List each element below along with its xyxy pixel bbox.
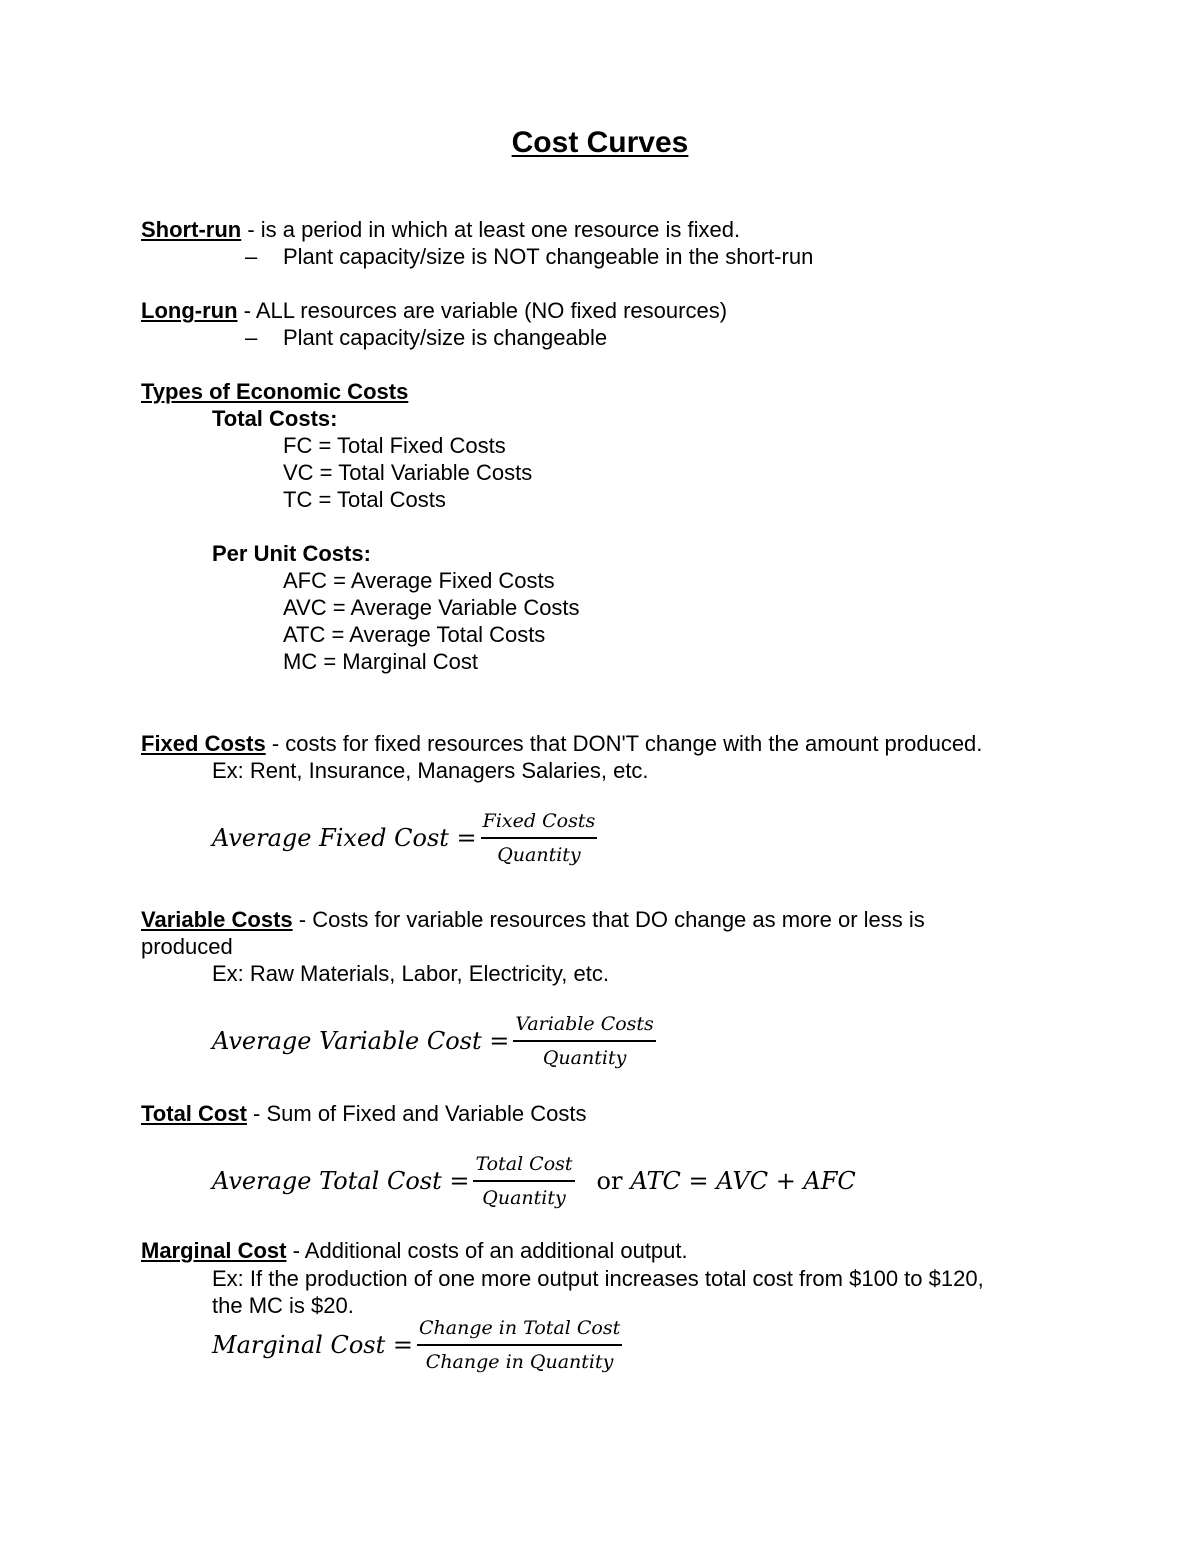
marginal-cost-example: Ex: If the production of one more output increases total cost from $100 to $120, [212, 1266, 984, 1291]
fixed-costs-text: - costs for fixed resources that DON'T change with the amount produced. [265, 731, 983, 756]
short-run-bullet-text: Plant capacity/size is NOT changeable in the short-run [283, 244, 814, 269]
formula-fraction [481, 809, 598, 867]
formula-fraction [473, 1152, 574, 1210]
per-unit-costs-heading: Per Unit Costs: [212, 541, 371, 566]
long-run-bullet-text: Plant capacity/size is changeable [283, 325, 608, 350]
types-heading: Types of Economic Costs [141, 379, 409, 404]
formula-fraction [417, 1316, 622, 1374]
formula-numerator: Variable Costs [513, 1012, 655, 1042]
average-variable-cost-formula [212, 1012, 656, 1070]
formula-denominator: Change in Quantity [425, 1351, 614, 1373]
formula-fraction [513, 1012, 655, 1070]
variable-costs-text: - Costs for variable resources that DO change as more or less is [292, 907, 925, 932]
short-run-bullet [245, 243, 813, 270]
marginal-cost-example-cont: the MC is $20. [212, 1293, 354, 1318]
marginal-cost-definition [141, 1237, 688, 1264]
long-run-definition [141, 297, 727, 324]
long-run-text: - ALL resources are variable (NO fixed resources) [237, 298, 728, 323]
total-costs-heading: Total Costs: [212, 406, 338, 431]
dash-bullet: – [245, 325, 258, 350]
formula-lhs: Average Variable Cost = [212, 1027, 510, 1055]
fixed-costs-definition [141, 730, 982, 757]
per-unit-costs-item: MC = Marginal Cost [283, 649, 479, 674]
fixed-costs-term: Fixed Costs [141, 731, 266, 756]
average-fixed-cost-formula [212, 809, 597, 867]
formula-lhs: Average Fixed Cost = [212, 824, 477, 852]
total-cost-text: - Sum of Fixed and Variable Costs [246, 1101, 587, 1126]
short-run-definition [141, 216, 740, 243]
formula-lhs: Marginal Cost = [212, 1331, 413, 1359]
short-run-term: Short-run [141, 217, 242, 242]
variable-costs-example: Ex: Raw Materials, Labor, Electricity, etc. [212, 961, 609, 986]
per-unit-costs-item: ATC = Average Total Costs [283, 622, 546, 647]
total-costs-item: VC = Total Variable Costs [283, 460, 533, 485]
average-total-cost-formula [212, 1152, 856, 1210]
dash-bullet: – [245, 244, 258, 269]
marginal-cost-text: - Additional costs of an additional output. [286, 1238, 688, 1263]
variable-costs-definition [141, 906, 925, 933]
formula-alternate: ATC = AVC + AFC [630, 1167, 856, 1195]
total-costs-item: TC = Total Costs [283, 487, 446, 512]
long-run-term: Long-run [141, 298, 238, 323]
formula-numerator: Change in Total Cost [417, 1316, 622, 1346]
formula-connector: or [596, 1167, 623, 1195]
fixed-costs-example: Ex: Rent, Insurance, Managers Salaries, etc. [212, 758, 649, 783]
total-cost-term: Total Cost [141, 1101, 247, 1126]
marginal-cost-term: Marginal Cost [141, 1238, 287, 1263]
formula-denominator: Quantity [542, 1047, 627, 1069]
per-unit-costs-item: AFC = Average Fixed Costs [283, 568, 555, 593]
variable-costs-definition-cont: produced [141, 934, 233, 959]
total-costs-item: FC = Total Fixed Costs [283, 433, 506, 458]
marginal-cost-formula [212, 1316, 622, 1374]
page-title: Cost Curves [511, 126, 689, 159]
formula-denominator: Quantity [482, 1187, 566, 1209]
total-cost-definition [141, 1100, 586, 1127]
long-run-bullet [245, 324, 607, 351]
formula-lhs: Average Total Cost = [212, 1167, 470, 1195]
variable-costs-term: Variable Costs [141, 907, 293, 932]
formula-numerator: Fixed Costs [481, 809, 598, 839]
short-run-text: - is a period in which at least one resource is fixed. [241, 217, 741, 242]
per-unit-costs-item: AVC = Average Variable Costs [283, 595, 580, 620]
formula-denominator: Quantity [497, 844, 581, 866]
formula-numerator: Total Cost [473, 1152, 574, 1182]
